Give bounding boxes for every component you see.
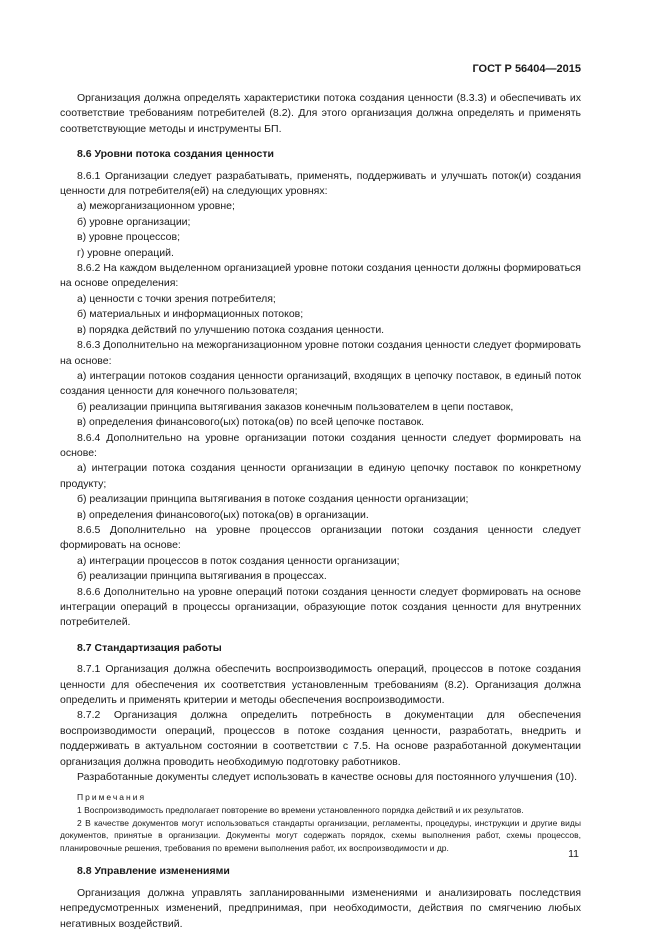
page-number: 11 bbox=[568, 848, 579, 860]
list-item: б) реализации принципа вытягивания в потоке создания ценности организации; bbox=[77, 493, 469, 506]
list-item: а) ценности с точки зрения потребителя; bbox=[77, 292, 276, 305]
list-item: в) уровне процессов; bbox=[77, 231, 180, 244]
standard-header: ГОСТ Р 56404—2015 bbox=[472, 63, 581, 75]
paragraph-8-6-5: 8.6.5 Дополнительно на уровне процессов организации потоки создания ценности следует формировать на основе: bbox=[60, 523, 581, 552]
paragraph-8-8: Организация должна управлять запланированными изменениями и анализировать последствия непредусмотренных изменений, предпринимая, при необходимости, действия по смягчению любых негативных воздействий. bbox=[60, 886, 581, 930]
list-item: б) материальных и информационных потоков; bbox=[77, 308, 304, 321]
list-item: а) межорганизационном уровне; bbox=[77, 200, 235, 213]
paragraph-8-7-2: 8.7.2 Организация должна определить потребность в документации для обеспечения воспроизводимости операций, процессов в потоке создания ценности, разработать, внедрить и поддерживать в актуальном состоянии в соответствии с 7.5. На основе разработанной документации организация должна проводить необходимую подготовку работников. bbox=[60, 709, 581, 768]
list-item: б) реализации принципа вытягивания в процессах. bbox=[77, 570, 327, 583]
list-item: в) определения финансового(ых) потока(ов) в организации. bbox=[77, 508, 369, 521]
list-item: б) реализации принципа вытягивания заказов конечным пользователем в цепи поставок, bbox=[77, 400, 514, 413]
paragraph-8-6-6: 8.6.6 Дополнительно на уровне операций потоки создания ценности следует формировать на основе интеграции операций в процессы организации, образующие поток создания ценности для внутренних потребителей. bbox=[60, 585, 581, 629]
list-item: а) интеграции потоков создания ценности организаций, входящих в цепочку поставок, в единый поток создания ценности для конечного пользователя; bbox=[60, 369, 581, 398]
page-content bbox=[60, 91, 581, 932]
section-8-6-heading: 8.6 Уровни потока создания ценности bbox=[77, 148, 274, 161]
paragraph-8-7-1: 8.7.1 Организация должна обеспечить воспроизводимость операций, процессов в потоке создания ценности для обеспечения их соответствия установленным требованиям (8.2). Организация должна определить и применять критерии и методы обеспечения воспроизводимости. bbox=[60, 663, 581, 707]
list-item: в) определения финансового(ых) потока(ов) по всей цепочке поставок. bbox=[77, 416, 425, 429]
paragraph-8-6-4: 8.6.4 Дополнительно на уровне организации потоки создания ценности следует формировать на основе: bbox=[60, 431, 581, 459]
note-2: 2 В качестве документов могут использоваться стандарты организации, регламенты, процедуры, инструкции и другие виды документов, принятые в организации. Документы могут содержать порядок, схемы выполнения работ, схемы процессов, планировочные решения, требования по времени выполнения работ, их воспроизводимости и др. bbox=[60, 817, 581, 853]
list-item: а) интеграции потока создания ценности организации в единую цепочку поставок по конкретному продукту; bbox=[60, 462, 581, 490]
intro-paragraph: Организация должна определять характеристики потока создания ценности (8.3.3) и обеспечивать их соответствие требованиям потребителей (8.2). Для этого организация должна определять и применять соответствующие методы и инструменты БП. bbox=[60, 92, 581, 135]
paragraph-8-6-3: 8.6.3 Дополнительно на межорганизационном уровне потоки создания ценности следует формировать на основе: bbox=[60, 339, 581, 367]
list-item: б) уровне организации; bbox=[77, 215, 191, 228]
list-item: в) порядка действий по улучшению потока создания ценности. bbox=[77, 323, 385, 336]
list-item: а) интеграции процессов в поток создания ценности организации; bbox=[77, 554, 400, 567]
section-8-8-heading: 8.8 Управление изменениями bbox=[77, 865, 230, 878]
note-1: 1 Воспроизводимость предполагает повторение во времени установленного порядка действий и их результатов. bbox=[77, 805, 524, 816]
section-8-7-heading: 8.7 Стандартизация работы bbox=[77, 641, 222, 654]
paragraph-8-6-2: 8.6.2 На каждом выделенном организацией уровне потоки создания ценности должны формироваться на основе определения: bbox=[60, 262, 581, 290]
list-item: г) уровне операций. bbox=[77, 246, 174, 259]
paragraph-8-7-3: Разработанные документы следует использовать в качестве основы для постоянного улучшения (10). bbox=[77, 771, 578, 784]
notes-title: Примечания bbox=[77, 792, 147, 803]
paragraph-8-6-1: 8.6.1 Организации следует разрабатывать, применять, поддерживать и улучшать поток(и) создания ценности для потребителя(ей) на следующих уровнях: bbox=[60, 169, 581, 198]
